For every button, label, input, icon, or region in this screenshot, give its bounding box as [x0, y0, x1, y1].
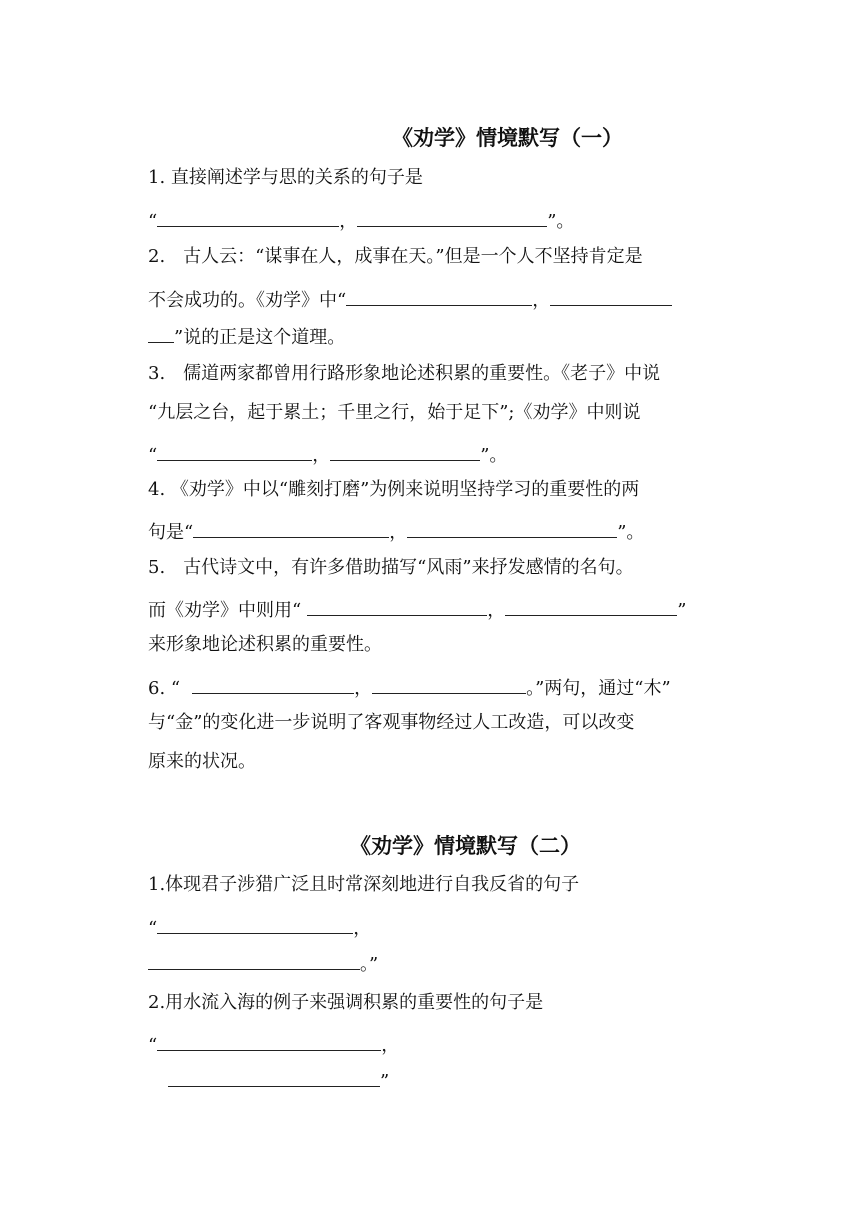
section1-title: 《劝学》情境默写（一）	[392, 125, 623, 150]
question-2-2-answer: “ ，	[148, 1030, 399, 1054]
question-1-3-answer: “ ， ”。	[148, 440, 507, 464]
answer-blank-1[interactable]	[157, 1030, 381, 1051]
question-1-1	[148, 166, 423, 190]
question-1-2: 2. 古人云：“谋事在人，成事在天。”但是一个人不坚持肯定是	[148, 246, 643, 267]
answer-blank-1[interactable]	[346, 285, 532, 306]
question-1-1-answer: “ ， ”。	[148, 206, 574, 230]
question-2-1: 1.体现君子涉猎广泛且时常深刻地进行自我反省的句子	[148, 874, 580, 895]
question-1-6-answer: 6. “ ， 。”两句，通过“木”	[148, 673, 671, 697]
answer-blank-2[interactable]	[550, 285, 672, 306]
answer-blank-2[interactable]	[330, 440, 480, 461]
question-1-5-answer: 而《劝学》中则用“ ， ”	[148, 595, 686, 619]
section2-title: 《劝学》情境默写（二）	[350, 833, 581, 858]
answer-blank-1[interactable]	[157, 440, 312, 461]
question-1-4-answer: 句是“ ， ”。	[148, 517, 644, 541]
answer-blank-2[interactable]	[148, 949, 360, 970]
answer-blank-2[interactable]	[505, 595, 677, 616]
question-1-5-line3: 来形象地论述积累的重要性。	[148, 634, 382, 655]
question-text: 1. 直接阐述学与思的关系的句子是	[148, 167, 423, 188]
question-1-4: 4. 《劝学》中以“雕刻打磨”为例来说明坚持学习的重要性的两	[148, 479, 640, 500]
question-1-3-line2: “九层之台，起于累土；千里之行，始于足下”;《劝学》中则说	[148, 402, 641, 423]
answer-blank-2[interactable]	[407, 517, 617, 538]
question-1-2-answer: 不会成功的。《劝学》中“ ，	[148, 285, 672, 309]
answer-blank-1[interactable]	[157, 206, 339, 227]
question-1-3: 3. 儒道两家都曾用行路形象地论述积累的重要性。《老子》中说	[148, 363, 661, 384]
question-2-2: 2.用水流入海的例子来强调积累的重要性的句子是	[148, 992, 544, 1013]
question-1-6-line2: 与“金”的变化进一步说明了客观事物经过人工改造，可以改变	[148, 712, 635, 733]
question-1-6-line3: 原来的状况。	[148, 751, 256, 772]
question-2-1-answer: “ ，	[148, 913, 371, 937]
answer-blank-1[interactable]	[157, 913, 353, 934]
answer-blank-1[interactable]	[193, 517, 389, 538]
question-2-2-answer-2: ”	[168, 1066, 389, 1090]
answer-blank-2[interactable]	[357, 206, 547, 227]
question-1-5: 5. 古代诗文中，有许多借助描写“风雨”来抒发感情的名句。	[148, 557, 634, 578]
answer-blank-2-cont[interactable]	[148, 322, 174, 343]
answer-blank-1[interactable]	[192, 673, 354, 694]
question-2-1-answer-2: 。”	[148, 949, 378, 973]
answer-blank-1[interactable]	[307, 595, 487, 616]
answer-blank-2[interactable]	[372, 673, 526, 694]
answer-blank-2[interactable]	[168, 1066, 380, 1087]
question-1-2-cont: ”说的正是这个道理。	[148, 322, 345, 346]
